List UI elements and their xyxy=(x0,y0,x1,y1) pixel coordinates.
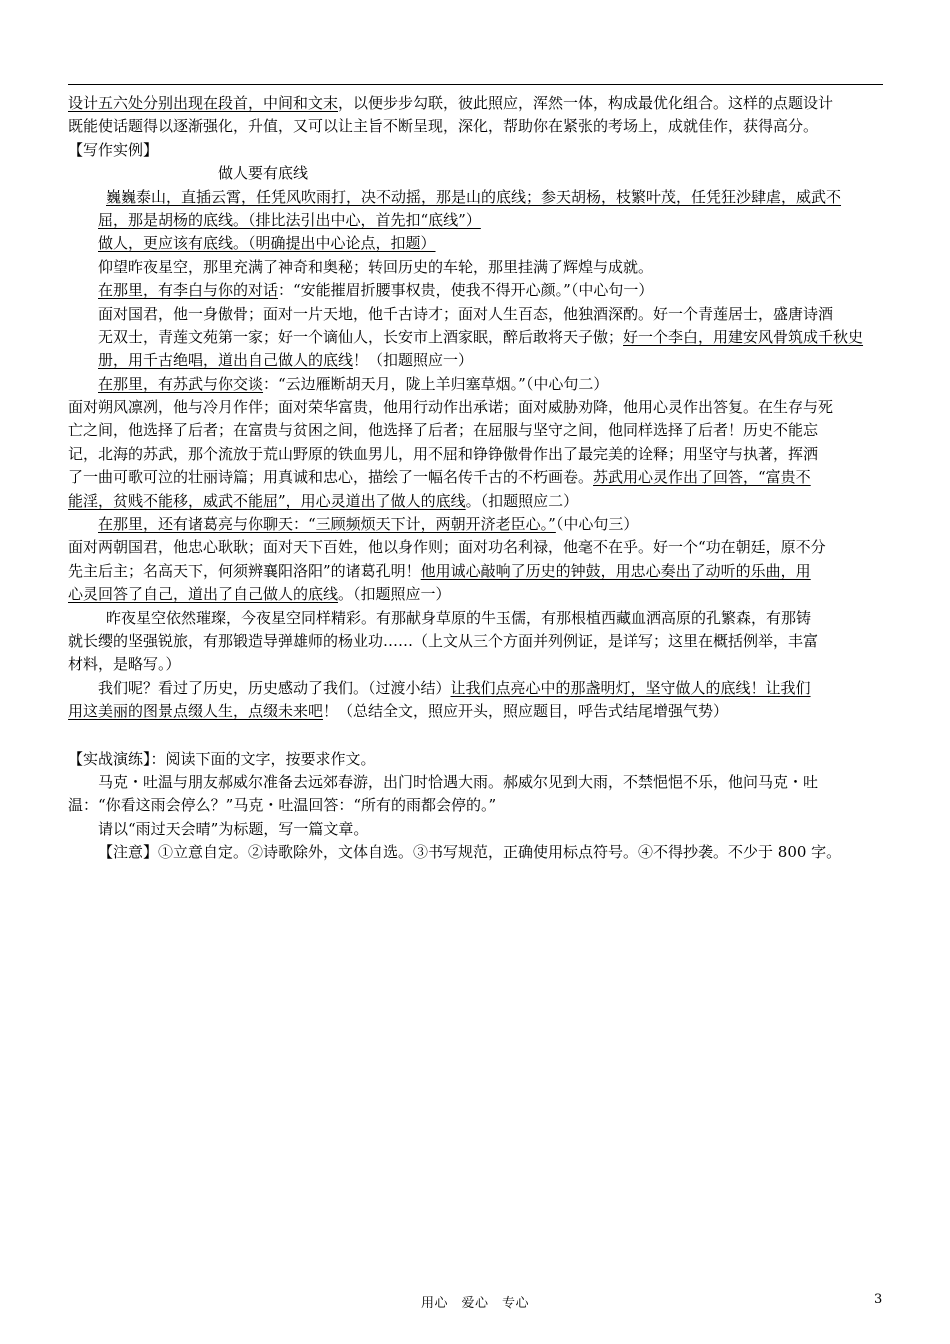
section-gap xyxy=(68,724,884,748)
zhuge-line-2: 面对两朝国君，他忠心耿耿；面对天下百姓，他以身作则；面对功名利禄，他毫不在乎。好一个“功在朝廷，原不分 xyxy=(68,538,826,557)
li-bai-line-3: 无双士，青莲文苑第一家；好一个谪仙人，长安市上酒家眠，醉后敢将天子傲；好一个李白，用建安风骨筑成千秋史 xyxy=(98,327,864,346)
essay-opening-line-1: 巍巍泰山，直插云霄，任凭风吹雨打，决不动摇，那是山的底线；参天胡杨，枝繁叶茂，任凭狂沙肆虐，威武不 xyxy=(106,187,842,206)
practice-task: 请以“雨过天会晴”为标题，写一篇文章。 xyxy=(98,819,369,838)
zhuge-head: 在那里，还有诸葛亮与你聊天：“三顾频烦天下计，两朝开济老臣心。”（中心句三） xyxy=(98,515,639,534)
intro-line-2: 既能使话题得以逐渐强化，升值，又可以让主旨不断呈现，深化，帮助你在紧张的考场上，成就佳作，获得高分。 xyxy=(68,117,819,136)
zhuge-line-4: 心灵回答了自己，道出了自己做人的底线。（扣题照应一） xyxy=(68,585,451,604)
practice-heading: 【实战演练】：阅读下面的文字，按要求作文。 xyxy=(68,749,376,768)
zhuge-line-3: 先主后主；名高天下，何须辨襄阳洛阳”的诸葛孔明！他用诚心敲响了历史的钟鼓，用忠心奏出了动听的乐曲，用 xyxy=(68,561,811,580)
sky-line: 仰望昨夜星空，那里充满了神奇和奥秘；转回历史的车轮，那里挂满了辉煌与成就。 xyxy=(98,257,654,276)
underlined-phrase: 设计五六处分别出现在段首，中间和文末 xyxy=(68,94,339,112)
su-wu-line-3: 亡之间，他选择了后者；在富贵与贫困之间，他选择了后者；在屈服与坚守之间，他同样选择了后者！历史不能忘 xyxy=(68,421,819,440)
practice-line-1: 马克・吐温与朋友郝威尔准备去远郊春游，出门时恰遇大雨。郝威尔见到大雨，不禁悒悒不乐，他问马克・吐 xyxy=(98,772,819,791)
tonight-line-1: 昨夜星空依然璀璨，今夜星空同样精彩。有那献身草原的牛玉儒，有那根植西藏血洒高原的孔繁森，有那铸 xyxy=(106,608,812,627)
su-wu-line-2: 面对朔风凛冽，他与冷月作伴；面对荣华富贵，他用行动作出承诺；面对威胁劝降，他用心灵作出答复。在生存与死 xyxy=(68,398,834,417)
conclusion-line-1: 我们呢？看过了历史，历史感动了我们。（过渡小结）让我们点亮心中的那盏明灯，坚守做人的底线！让我们 xyxy=(98,678,811,697)
thesis-line: 做人，更应该有底线。（明确提出中心论点，扣题） xyxy=(98,234,436,253)
su-wu-head: 在那里，有苏武与你交谈：“云边雁断胡天月，陇上羊归塞草烟。”（中心句二） xyxy=(98,374,609,393)
essay-opening-line-2: 屈，那是胡杨的底线。（排比法引出中心，首先扣“底线”） xyxy=(98,210,481,229)
tonight-line-3: 材料，是略写。） xyxy=(68,655,181,674)
intro-line-1: 设计五六处分别出现在段首，中间和文末，以便步步勾联，彼此照应，浑然一体，构成最优化组合。这样的点题设计 xyxy=(68,94,834,112)
su-wu-line-4: 记，北海的苏武，那个流放于荒山野原的铁血男儿，用不屈和铮铮傲骨作出了最完美的诠释；用坚守与执著，挥洒 xyxy=(68,444,819,463)
document-body xyxy=(68,92,884,865)
su-wu-line-6: 能淫，贫贱不能移，威武不能屈”，用心灵道出了做人的底线。（扣题照应二） xyxy=(68,491,579,510)
tonight-line-2: 就长缨的坚强锐旅，有那锻造导弹雄师的杨业功……（上文从三个方面并列例证，是详写；这里在概括例举，丰富 xyxy=(68,631,819,650)
practice-note: 【注意】①立意自定。②诗歌除外，文体自选。③书写规范，正确使用标点符号。④不得抄袭。不少于 800 字。 xyxy=(98,843,842,862)
practice-line-2: 温：“你看这雨会停么？”马克・吐温回答：“所有的雨都会停的。” xyxy=(68,796,497,815)
conclusion-line-2: 用这美丽的图景点缀人生，点缀未来吧！（总结全文，照应开头，照应题目，呼告式结尾增强气势） xyxy=(68,702,729,721)
footer-motto: 用心 爱心 专心 xyxy=(420,1296,529,1311)
page-number: 3 xyxy=(874,1292,883,1307)
header-rule xyxy=(68,84,883,85)
li-bai-line-4: 册，用千古绝唱，道出自己做人的底线！（扣题照应一） xyxy=(98,351,474,370)
section-heading-example: 【写作实例】 xyxy=(68,140,159,159)
li-bai-line-2: 面对国君，他一身傲骨；面对一片天地，他千古诗才；面对人生百态，他独酒深酌。好一个青莲居士，盛唐诗酒 xyxy=(98,304,834,323)
essay-title: 做人要有底线 xyxy=(218,164,309,183)
su-wu-line-5: 了一曲可歌可泣的壮丽诗篇；用真诚和忠心，描绘了一幅名传千古的不朽画卷。苏武用心灵作出了回答，“富贵不 xyxy=(68,468,811,487)
li-bai-head: 在那里，有李白与你的对话：“安能摧眉折腰事权贵，使我不得开心颜。”（中心句一） xyxy=(98,281,654,300)
